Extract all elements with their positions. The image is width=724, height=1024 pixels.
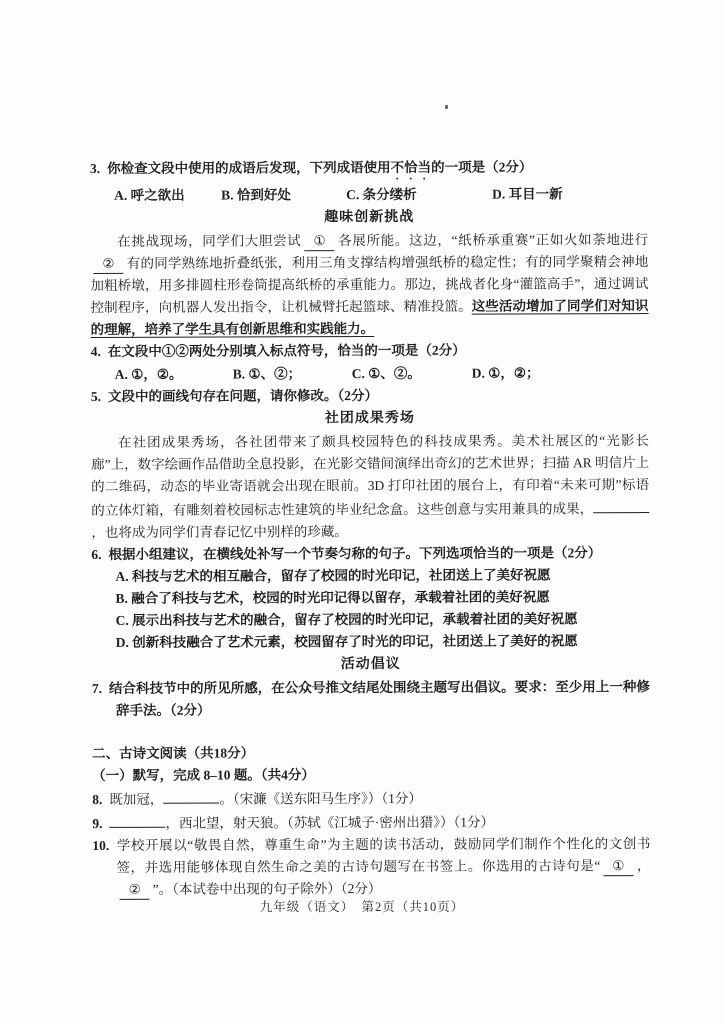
- question-9-text-post: ，西北望，射天狼。（苏轼《江城子·密州出猎》）（1分）: [165, 814, 494, 831]
- passage-1-text-1: 在挑战现场，同学们大胆尝试: [117, 233, 302, 249]
- question-9-answer-blank: [109, 811, 165, 828]
- question-3-stem-emphasis: 不恰当: [390, 159, 432, 175]
- question-3: [90, 156, 648, 184]
- question-4-stem: 在文段中①②两处分别填入标点符号，恰当的一项是（2分）: [107, 342, 466, 359]
- question-4-number: 4.: [90, 343, 101, 359]
- section-2-subtitle: （一）默写，完成 8–10 题。（共4分）: [92, 767, 315, 783]
- question-4-option-a: A. ①，②。: [114, 366, 183, 382]
- question-6-option-d: D. 创新科技融合了艺术元素，校园留存了时光的印记，社团送上了美好的祝愿: [115, 633, 578, 650]
- question-7: [92, 676, 650, 722]
- question-6-option-a: A. 科技与艺术的相互融合，留存了校园的时光印记，社团送上了美好祝愿: [115, 567, 551, 584]
- question-8-text-post: 。（宋濂《送东阳马生序》）（1分）: [219, 790, 422, 807]
- question-7-number: 7.: [91, 680, 103, 696]
- passage-1-underlined-sentence: 这些活动增加了同学们对知识的理解，培养了学生具有创新思维和实践能力。: [90, 298, 649, 337]
- passage-innovation-challenge: [90, 229, 648, 341]
- question-10-answer-blank-1: ①: [603, 857, 633, 876]
- question-10-answer-blank-2: ②: [120, 881, 150, 900]
- exam-content: [90, 156, 651, 901]
- question-5: [91, 384, 649, 408]
- question-6: [91, 542, 649, 566]
- question-8: [92, 785, 650, 811]
- question-3-option-a: A. 呼之欲出: [114, 187, 185, 203]
- question-10: [92, 833, 650, 901]
- question-10-number: 10.: [92, 837, 110, 853]
- heading-innovation-challenge: 趣味创新挑战: [324, 209, 415, 226]
- question-4-option-c: C. ①、②。: [351, 365, 421, 382]
- section-2-title: 二、古诗文阅读（共18分）: [92, 745, 255, 761]
- question-10-text-1: 学校开展以“敬畏自然，尊重生命”为主题的读书活动，鼓励同学们制作个性化的文创书签，并选用能够体现自然生命之美的古诗句题写在书签上。你选用的古诗句是“: [116, 836, 651, 875]
- passage-2-text-2: ，也将成为同学们青春记忆中别样的珍藏。: [91, 524, 348, 540]
- question-6-number: 6.: [91, 546, 102, 562]
- question-10-text-2: ，: [636, 858, 651, 874]
- question-3-option-d: D. 耳目一新: [492, 186, 563, 202]
- question-3-stem-pre: 你检查文段中使用的成语后发现，下列成语使用: [107, 159, 391, 176]
- question-4: [91, 339, 649, 363]
- question-6-option-b: B. 融合了科技与艺术，校园的时光印记得以留存，承载着社团的美好祝愿: [115, 589, 550, 606]
- passage-1-text-3: 有的同学熟练地折叠纸张，利用三角支撑结构增强纸桥的稳定性；有的同学聚精会神地加粗桥墩，用多排圆柱形卷筒提高纸桥的承重能力。那边，挑战者化身“灌篮高手”，通过调试控制程序，向机器人发出指令，让机械臂托起篮球、精准投篮。: [90, 254, 649, 315]
- question-4-option-b: B. ①、②；: [232, 366, 302, 382]
- question-6-option-c: C. 展示出科技与艺术的融合，留存了校园的时光印记，承载着社团的美好祝愿: [115, 611, 578, 628]
- question-10-text-3: ”。（本试卷中出现的句子除外）（2分）: [152, 880, 382, 897]
- passage-2-text-1: 在社团成果秀场，各社团带来了颇具校园特色的科技成果秀。美术社展区的“光影长廊”上，数字绘画作品借助全息投影，在光影交错间演绎出奇幻的艺术世界；扫描 AR 明信片上的二维码，动态的毕业寄语就会出现在眼前。3D 打印社团的展台上，有印着“未来可期”标语的立体灯箱，有雕刻着校园标志性建筑的毕业纪念盒。这些创意与实用兼具的成果，: [91, 433, 650, 518]
- question-8-text-pre: 既加冠，: [109, 791, 164, 807]
- question-4-options: [91, 362, 649, 386]
- question-7-stem: 结合科技节中的所见所感，在公众号推文结尾处围绕主题写出倡议。要求：至少用上一种修辞手法。（2分）: [108, 679, 650, 718]
- passage-club-showcase: [91, 430, 649, 544]
- question-3-option-b: B. 恰到好处: [221, 187, 291, 203]
- question-5-number: 5.: [90, 388, 101, 404]
- scan-artifact-dot: [445, 105, 448, 109]
- heading-activity-proposal: 活动倡议: [340, 656, 401, 673]
- question-3-number: 3.: [90, 160, 101, 176]
- question-6-stem: 根据小组建议，在横线处补写一个节奏匀称的句子。下列选项恰当的一项是（2分）: [108, 545, 602, 562]
- question-4-option-d: D. ①，②；: [471, 365, 540, 381]
- passage-2-fill-blank: [593, 496, 649, 513]
- heading-club-showcase: 社团成果秀场: [324, 410, 415, 427]
- question-3-options: [90, 183, 648, 207]
- passage-1-text-2: 各展所能。这边，“纸桥承重赛”正如火如荼地进行: [337, 232, 649, 249]
- passage-1-blank-1: ①: [304, 232, 334, 251]
- question-8-answer-blank: [163, 787, 219, 804]
- question-3-option-c: C. 条分缕析: [346, 186, 417, 203]
- question-3-stem-post: 的一项是（2分）: [431, 159, 533, 175]
- question-9-number: 9.: [92, 815, 103, 831]
- question-6-options: [91, 564, 649, 654]
- question-8-number: 8.: [92, 791, 103, 807]
- question-5-stem: 文段中的画线句存在问题，请你修改。（2分）: [107, 387, 378, 404]
- question-9: [92, 809, 650, 835]
- passage-1-blank-2: ②: [93, 255, 123, 274]
- page-footer: 九年级（语文） 第2页（共10页）: [259, 900, 465, 914]
